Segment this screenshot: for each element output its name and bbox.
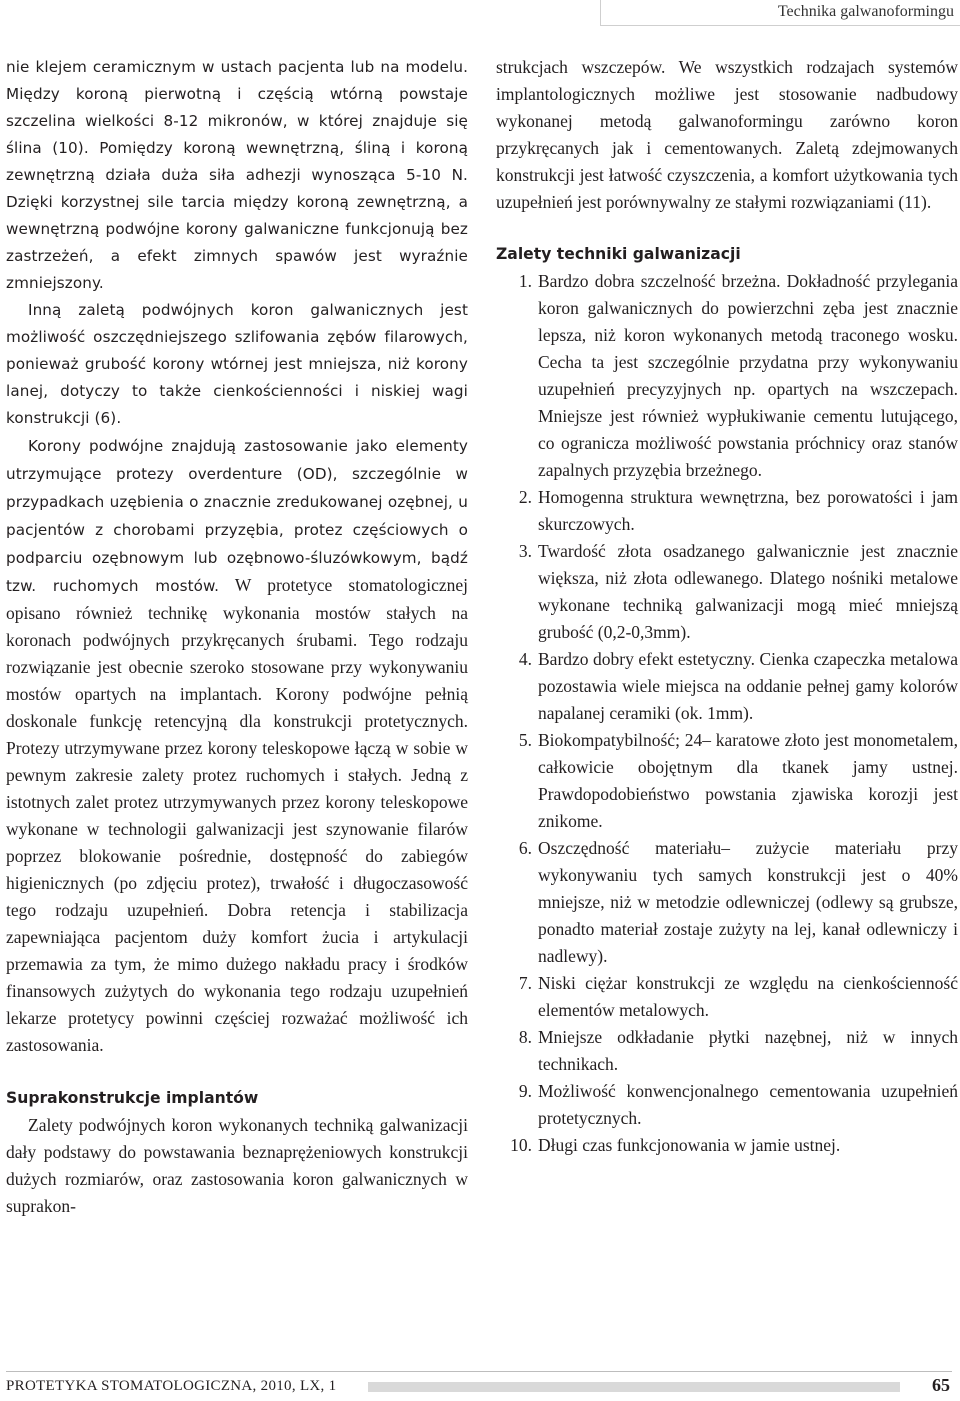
list-item-text: Niski ciężar konstrukcji ze względu na cienkościenność elementów metalowych. — [538, 973, 958, 1020]
list-item — [496, 646, 958, 727]
list-item-number: 7. — [518, 973, 532, 993]
list-item-number: 5. — [518, 730, 532, 750]
footer-rule-bar — [368, 1382, 900, 1392]
journal-citation: PROTETYKA STOMATOLOGICZNA, 2010, LX, 1 — [6, 1378, 337, 1394]
list-item-number: 9. — [518, 1081, 532, 1101]
list-item-text: Możliwość konwencjonalnego cementowania uzupełnień protetycznych. — [538, 1081, 958, 1128]
list-item-number: 6. — [518, 838, 532, 858]
list-item-number: 1. — [518, 271, 532, 291]
list-item-text: Bardzo dobra szczelność brzeżna. Dokładność przylegania koron galwanicznych do powierzchni zęba jest znacznie lepsza, niż koron wykonanych metodą traconego wosku. Cecha ta jest szczególnie przydatna przy wykonywaniu uzupełnień precyzyjnych np. opartych na wszczepach. Mniejsze jest również wypłukiwanie cementu lutującego, co ogranicza możliwość powstania próchnicy oraz stanów zapalnych przyzębia brzeżnego. — [538, 271, 958, 480]
list-item — [496, 1132, 958, 1159]
section-heading-galvanization: Zalety techniki galwanizacji — [496, 245, 741, 263]
list-item-text: Bardzo dobry efekt estetyczny. Cienka czapeczka metalowa pozostawia wiele miejsca na oddanie pełnej gamy kolorów napalanej ceramiki (ok. 1mm). — [538, 649, 958, 723]
list-item — [496, 1078, 958, 1132]
list-item-text: Homogenna struktura wewnętrzna, bez porowatości i jam skurczowych. — [538, 487, 958, 534]
paragraph-implants-continued: strukcjach wszczepów. We wszystkich rodzajach systemów implantologicznych możliwe jest stosowanie nadbudowy wykonanej metodą galwanoformingu zarówno koron przykręcanych jak i cementowanych. Zaletą zdejmowanych konstrukcji jest łatwość czyszczenia, a komfort użytkowania tych uzupełnień jest porównywalny ze stałymi rozwiązaniami (11). — [496, 57, 958, 212]
list-item-number: 10. — [510, 1135, 532, 1155]
left-column — [6, 54, 468, 1220]
list-item — [496, 484, 958, 538]
list-item-number: 4. — [518, 649, 532, 669]
list-item-number: 2. — [518, 487, 532, 507]
list-item-text: Oszczędność materiału– zużycie materiału przy wykonywaniu tych samych konstrukcji jest o 40% mniejsze, niż w metodzie odlewniczej (odlewy są grubsze, ponadto materiał zostaje zużyty na lej, kanał odlewniczy i nadlewy). — [538, 838, 958, 966]
paragraph-applications — [6, 432, 468, 1059]
advantages-list — [496, 268, 958, 1159]
paragraph-advantages: Inną zaletą podwójnych koron galwanicznych jest możliwość oszczędniejszego szlifowania zębów filarowych, ponieważ grubość korony wtórnej jest mniejsza, niż korony lanej, dotyczy to także cienkościenności i niskiej wagi konstrukcji (6). — [6, 301, 468, 427]
paragraph-retention: nie klejem ceramicznym w ustach pacjenta lub na modelu. Między koroną pierwotną i częścią wtórną powstaje szczelina wielkości 8-12 mikronów, w której znajduje się ślina (10). Pomiędzy koroną wewnętrzną, śliną i koroną zewnętrzną działa duża siła adhezji wynosząca 5-10 N. Dzięki korzystnej sile tarcia między koroną zewnętrzną, a wewnętrzną podwójne korony galwaniczne funkcjonują bez zastrzeżeń, a efekt zimnych spawów jest wyraźnie zmniejszony. — [6, 58, 468, 292]
applications-text-sans: Korony podwójne znajdują zastosowanie jako elementy utrzymujące protezy overdenture (OD), szczególnie w przypadkach uzębienia o znacznie zredukowanej ozębnej, u pacjentów z chorobami przyzębia, protez częściowych o podparciu ozębnowym lub ozębnowo-śluzówkowym, bądź tzw. ruchomych mostów. — [6, 437, 468, 595]
list-item — [496, 1024, 958, 1078]
list-item-text: Długi czas funkcjonowania w jamie ustnej. — [538, 1135, 841, 1155]
list-item — [496, 835, 958, 970]
page-footer — [6, 1371, 952, 1397]
running-head: Technika galwanoformingu — [600, 0, 960, 26]
list-item — [496, 538, 958, 646]
list-item-text: Mniejsze odkładanie płytki nazębnej, niż w innych technikach. — [538, 1027, 958, 1074]
page-number: 65 — [932, 1375, 950, 1395]
paragraph-implants: Zalety podwójnych koron wykonanych techniką galwanizacji dały podstawy do powstawania beznaprężeniowych konstrukcji dużych rozmiarów, oraz zastosowania koron galwanicznych w suprakon- — [6, 1115, 468, 1216]
right-column — [496, 54, 958, 1159]
list-item — [496, 970, 958, 1024]
list-item-number: 3. — [518, 541, 532, 561]
list-item-text: Twardość złota osadzanego galwanicznie jest znacznie większa, niż złota odlewanego. Dlatego nośniki metalowe wykonane techniką galwanizacji mogą mieć mniejszą grubość (0,2-0,3mm). — [538, 541, 958, 642]
section-heading-implants: Suprakonstrukcje implantów — [6, 1089, 259, 1107]
list-item — [496, 268, 958, 484]
applications-text-serif: W protetyce stomatologicznej opisano również technikę wykonania mostów stałych na koronach podwójnych przykręcanych śrubami. Tego rodzaju rozwiązanie jest obecnie szeroko stosowane przy wykonywaniu mostów opartych na implantach. Korony podwójne pełnią doskonale funkcję retencyjną dla konstrukcji protetycznych. Protezy utrzymywane przez korony teleskopowe łączą w sobie w pewnym zakresie zalety protez ruchomych i stałych. Jedną z istotnych zalet protez utrzymywanych przez korony teleskopowe wykonane w technologii galwanizacji jest szynowanie filarów poprzez blokowanie pośrednie, dostępność do zabiegów higienicznych (po zdjęciu protez), trwałość i długoczasowość tego rodzaju uzupełnień. Dobra retencja i stabilizacja zapewniająca pacjentom duży komfort żucia i artykulacji przemawia za tym, że mimo dużego nakładu pracy i środków finansowych zużytych do wykonania tego rodzaju uzupełnień lekarze protetycy powinni częściej rozważać możliwość ich zastosowania. — [6, 575, 468, 1055]
list-item — [496, 727, 958, 835]
list-item-text: Biokompatybilność; 24– karatowe złoto jest monometalem, całkowicie obojętnym dla tkanek jamy ustnej. Prawdopodobieństwo powstania zjawiska korozji jest znikome. — [538, 730, 958, 831]
list-item-number: 8. — [518, 1027, 532, 1047]
